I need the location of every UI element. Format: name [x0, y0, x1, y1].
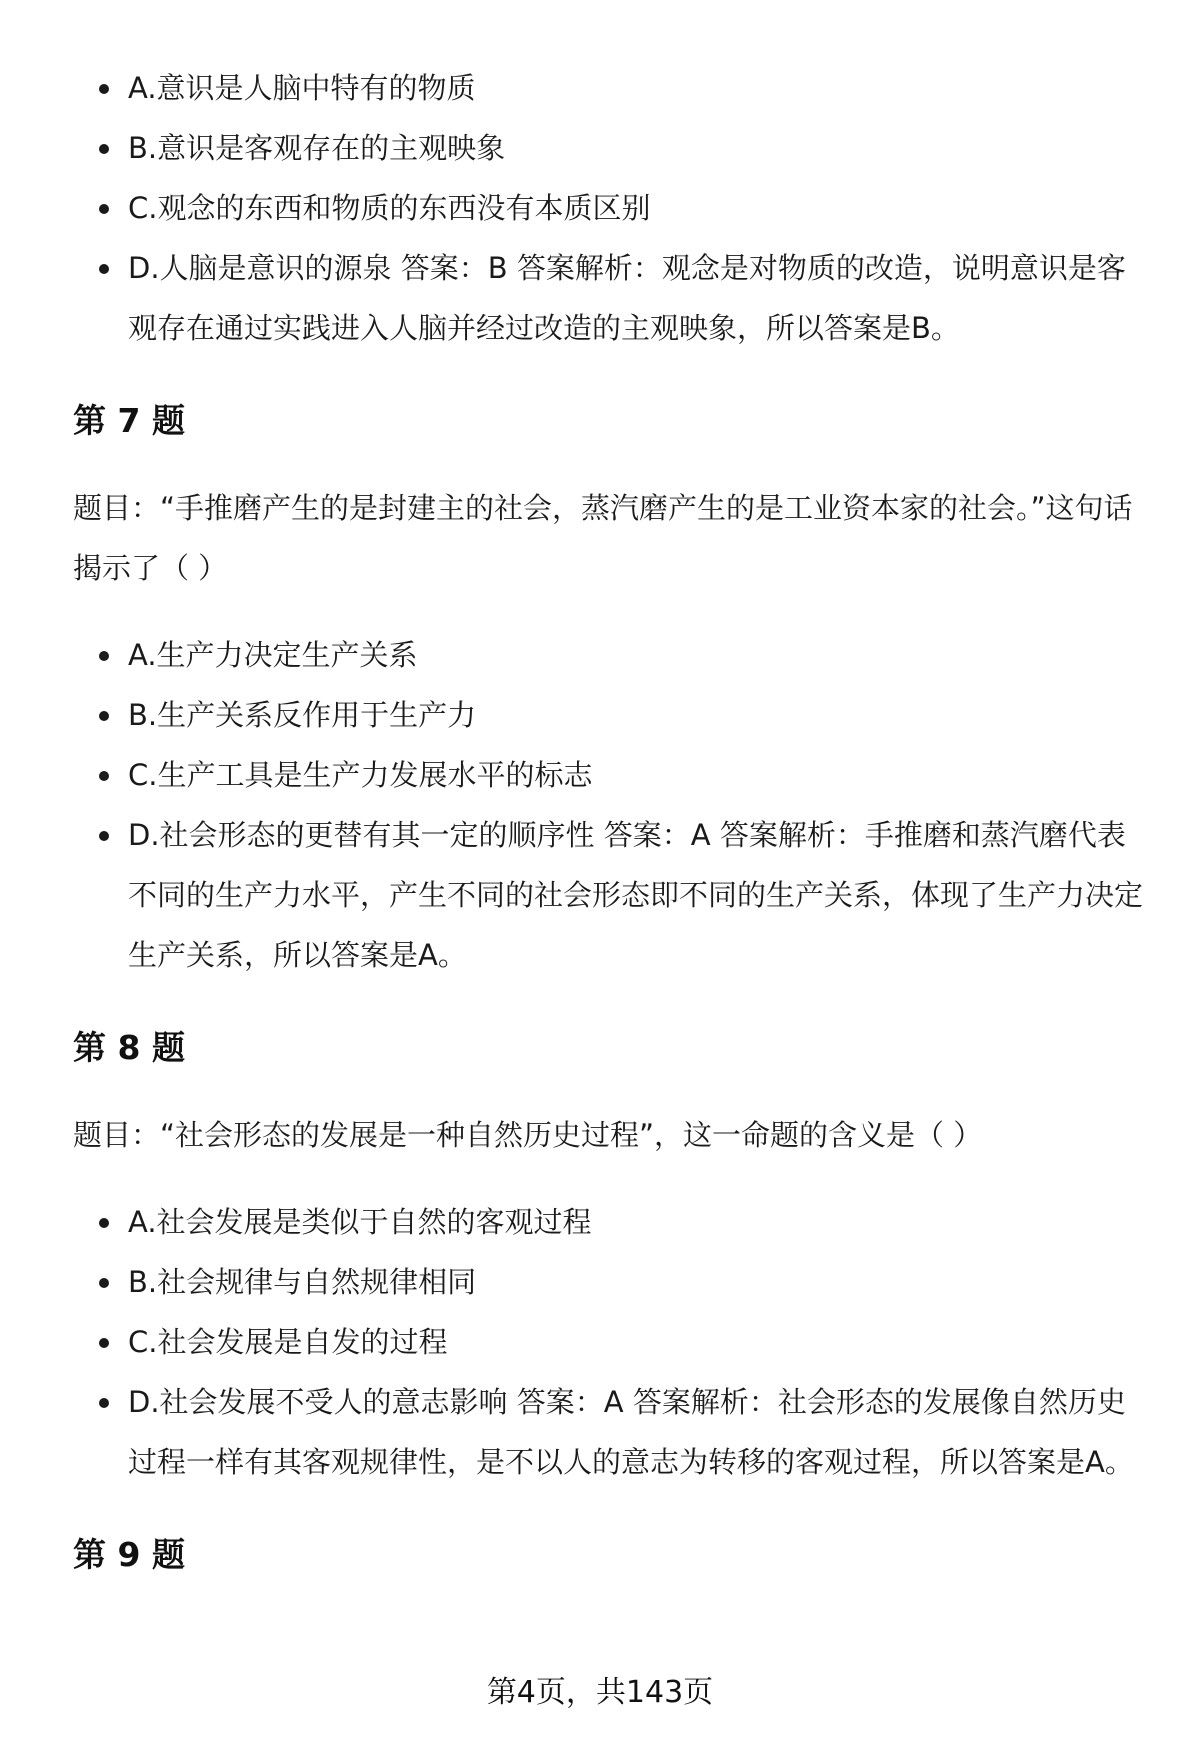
- option-b: B.生产关系反作用于生产力: [128, 685, 1153, 745]
- option-b: B.意识是客观存在的主观映象: [128, 118, 1153, 178]
- option-b: B.社会规律与自然规律相同: [128, 1252, 1153, 1312]
- option-d: D.人脑是意识的源泉 答案：B 答案解析：观念是对物质的改造，说明意识是客观存在通过实践进入人脑并经过改造的主观映象，所以答案是B。: [128, 238, 1153, 358]
- question-9-title: 第 9 题: [73, 1535, 185, 1574]
- question-7-title: 第 7 题: [73, 401, 185, 440]
- option-c: C.生产工具是生产力发展水平的标志: [128, 745, 1153, 805]
- question-8-title: 第 8 题: [73, 1028, 185, 1067]
- question-7-options: [73, 625, 1153, 985]
- question-7-stem: 题目：“手推磨产生的是封建主的社会，蒸汽磨产生的是工业资本家的社会。”这句话揭示了（ ）: [73, 491, 1133, 585]
- option-d: D.社会形态的更替有其一定的顺序性 答案：A 答案解析：手推磨和蒸汽磨代表不同的生产力水平，产生不同的社会形态即不同的生产关系，体现了生产力决定生产关系，所以答案是A。: [128, 805, 1153, 985]
- prev-question-options: [73, 58, 1153, 358]
- option-c: C.观念的东西和物质的东西没有本质区别: [128, 178, 1153, 238]
- page-content: [73, 58, 1153, 1585]
- option-c: C.社会发展是自发的过程: [128, 1312, 1153, 1372]
- option-d: D.社会发展不受人的意志影响 答案：A 答案解析：社会形态的发展像自然历史过程一样有其客观规律性，是不以人的意志为转移的客观过程，所以答案是A。: [128, 1372, 1153, 1492]
- question-8-options: [73, 1192, 1153, 1492]
- question-8-stem: 题目：“社会形态的发展是一种自然历史过程”，这一命题的含义是（ ）: [73, 1118, 983, 1152]
- page-number: 第4页，共143页: [486, 1675, 714, 1710]
- option-a: A.社会发展是类似于自然的客观过程: [128, 1192, 1153, 1252]
- option-a: A.意识是人脑中特有的物质: [128, 58, 1153, 118]
- option-a: A.生产力决定生产关系: [128, 625, 1153, 685]
